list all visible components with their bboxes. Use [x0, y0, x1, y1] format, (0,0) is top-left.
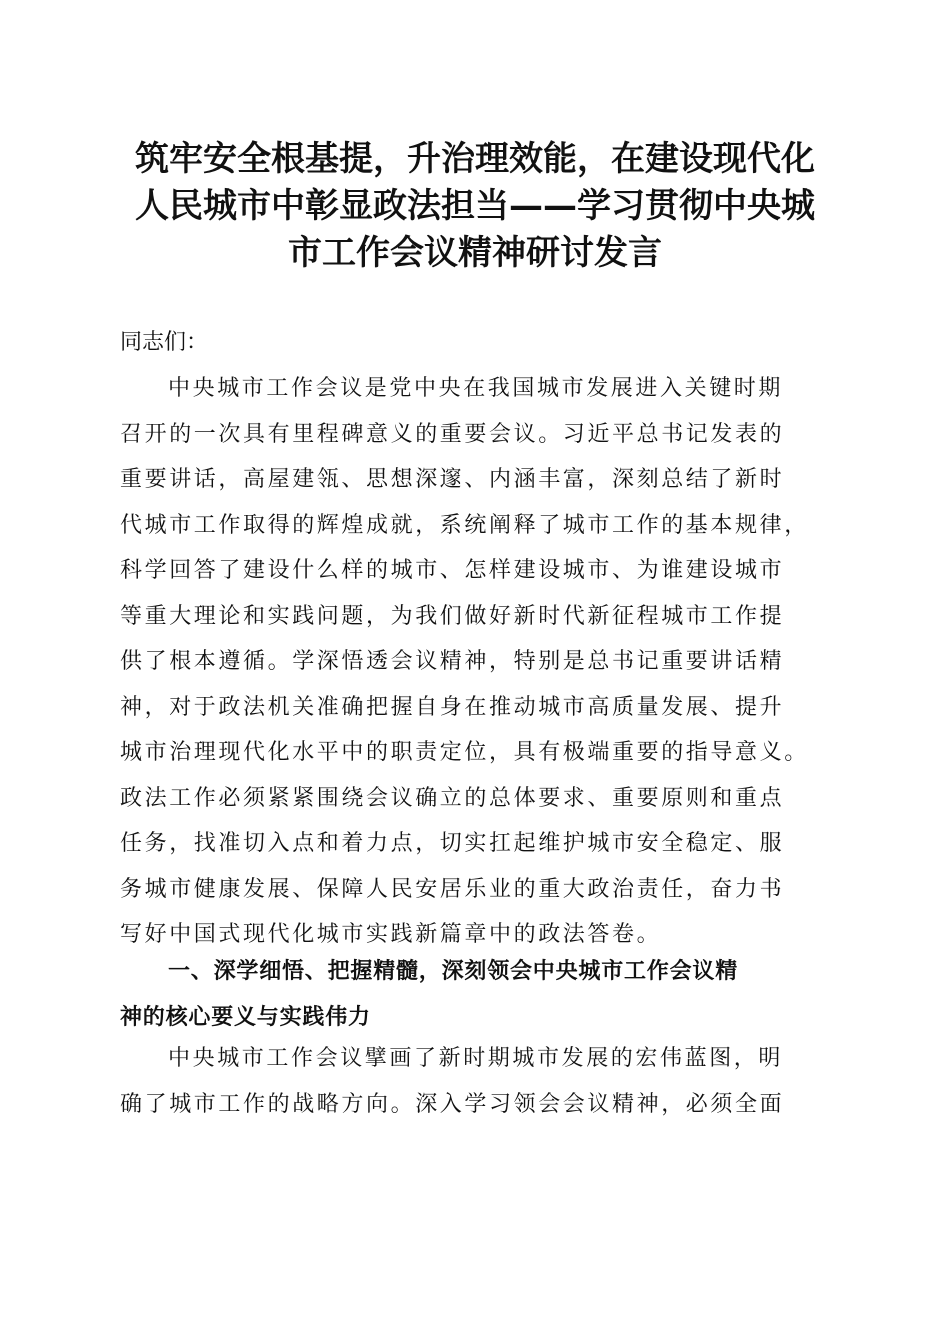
paragraph-line: 任务，找准切入点和着力点，切实扛起维护城市安全稳定、服 — [120, 831, 785, 856]
heading-line: 神的核心要义与实践伟力 — [120, 1004, 371, 1030]
paragraph-line: 科学回答了建设什么样的城市、怎样建设城市、为谁建设城市 — [120, 558, 785, 583]
section-heading-1 — [120, 949, 830, 1040]
paragraph-section-1 — [120, 1036, 830, 1127]
document-title — [118, 136, 832, 277]
paragraph-line: 神，对于政法机关准确把握自身在推动城市高质量发展、提升 — [120, 694, 785, 720]
paragraph-line: 等重大理论和实践问题，为我们做好新时代新征程城市工作提 — [120, 603, 785, 629]
paragraph-line: 城市治理现代化水平中的职责定位，具有极端重要的指导意义。 — [120, 740, 809, 765]
paragraph-line: 中央城市工作会议是党中央在我国城市发展进入关键时期 — [168, 376, 784, 401]
paragraph-line: 政法工作必须紧紧围绕会议确立的总体要求、重要原则和重点 — [120, 785, 785, 811]
title-line: 市工作会议精神研讨发言 — [288, 233, 662, 273]
paragraph-line: 确了城市工作的战略方向。深入学习领会会议精神，必须全面 — [120, 1091, 785, 1117]
paragraph-intro — [120, 366, 830, 958]
paragraph-line: 重要讲话，高屋建瓴、思想深邃、内涵丰富，深刻总结了新时 — [120, 467, 785, 492]
paragraph-line: 写好中国式现代化城市实践新篇章中的政法答卷。 — [120, 922, 662, 947]
paragraph-line: 务城市健康发展、保障人民安居乐业的重大政治责任，奋力书 — [120, 876, 785, 902]
title-line: 筑牢安全根基提，升治理效能，在建设现代化 — [135, 139, 815, 179]
salutation: 同志们： — [120, 330, 209, 355]
paragraph-line: 中央城市工作会议擘画了新时期城市发展的宏伟蓝图，明 — [168, 1046, 784, 1071]
title-line: 人民城市中彰显政法担当——学习贯彻中央城 — [135, 186, 815, 226]
paragraph-line: 供了根本遵循。学深悟透会议精神，特别是总书记重要讲话精 — [120, 649, 785, 674]
paragraph-line: 代城市工作取得的辉煌成就，系统阐释了城市工作的基本规律， — [120, 512, 809, 538]
heading-line: 一、深学细悟、把握精髓，深刻领会中央城市工作会议精 — [168, 959, 739, 984]
paragraph-line: 召开的一次具有里程碑意义的重要会议。习近平总书记发表的 — [120, 421, 785, 447]
